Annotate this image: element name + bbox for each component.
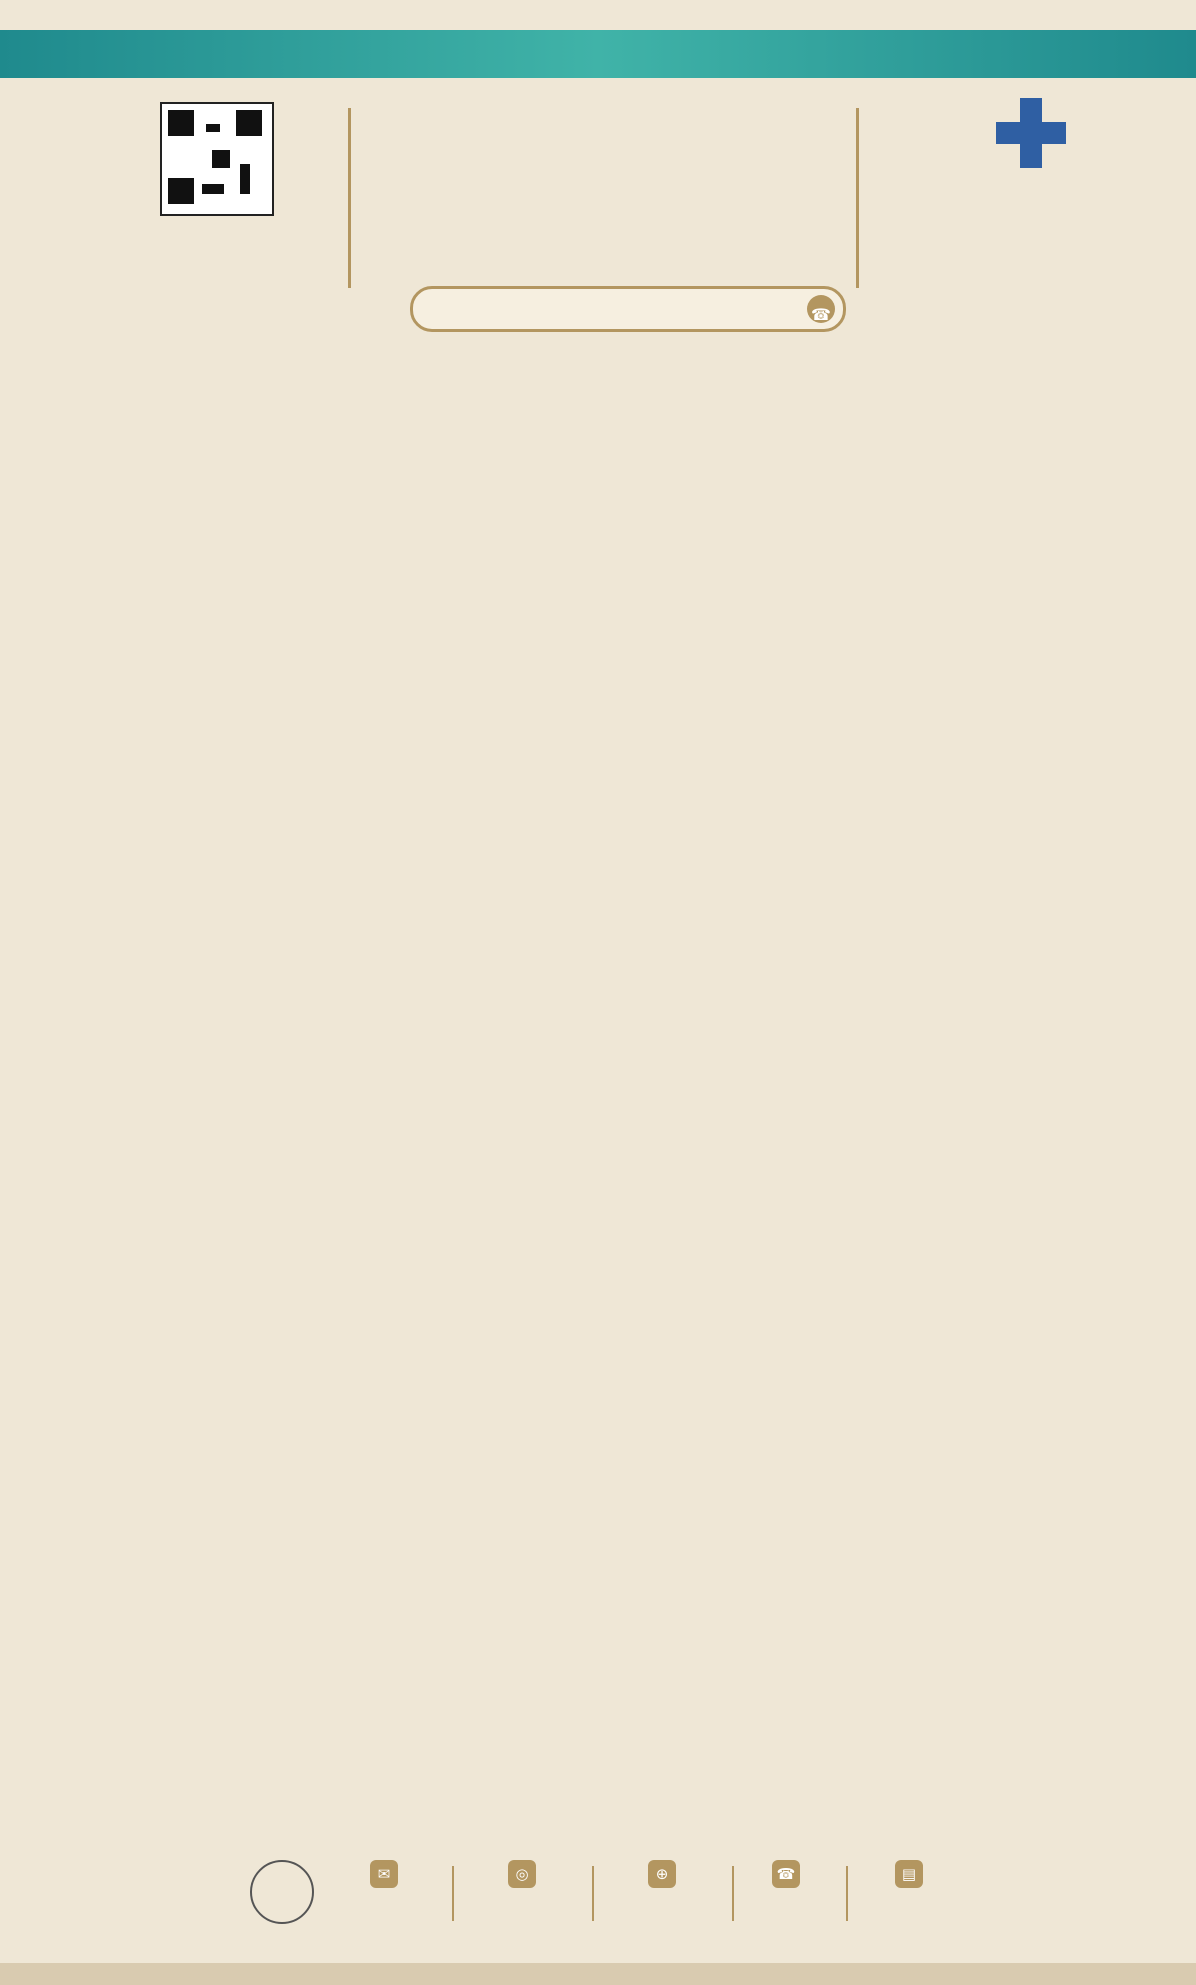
cross-icon <box>996 98 1066 168</box>
divider <box>592 1866 594 1921</box>
divider <box>846 1866 848 1921</box>
phone-icon: ☎ <box>772 1860 800 1888</box>
divider <box>856 108 859 288</box>
header <box>30 88 1166 338</box>
divider <box>732 1866 734 1921</box>
divider <box>348 108 351 288</box>
instagram-icon: ◎ <box>508 1860 536 1888</box>
qr-code-icon <box>160 102 274 216</box>
divider <box>452 1866 454 1921</box>
seal-icon <box>250 1860 314 1924</box>
bottom-banner <box>0 1963 1196 1985</box>
top-banner <box>0 30 1196 78</box>
phone-icon: ☎ <box>807 295 835 323</box>
central-phone <box>410 286 846 332</box>
globe-icon: ⊕ <box>648 1860 676 1888</box>
footer <box>0 1860 1196 1930</box>
hospital-logo <box>886 98 1166 328</box>
fax-icon: ▤ <box>895 1860 923 1888</box>
email-icon: ✉ <box>370 1860 398 1888</box>
